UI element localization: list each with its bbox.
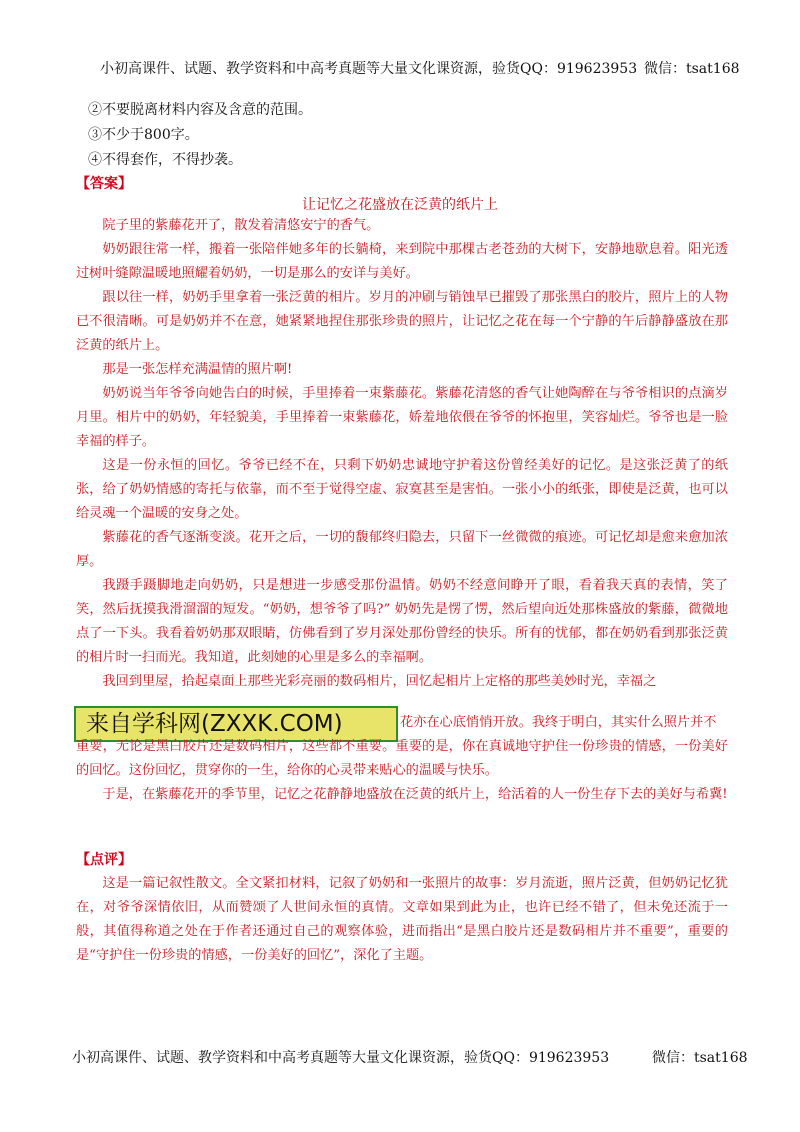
- essay-paragraph: 这是一份永恒的回忆。爷爷已经不在，只剩下奶奶忠诚地守护着这份曾经美好的记忆。是这张泛黄了的纸张，给了奶奶情感的寄托与依靠，而不至于觉得空虚、寂寞甚至是害怕。一张小小的纸张，即使是泛黄，也可以给灵魂一个温暖的安身之处。: [76, 458, 728, 521]
- essay-paragraph: 奶奶跟往常一样，搬着一张陪伴她多年的长躺椅，来到院中那棵古老苍劲的大树下，安静地歇息着。阳光透过树叶缝隙温暖地照耀着奶奶，一切是那么的安详与美好。: [76, 242, 728, 281]
- essay-line-after-watermark: 花亦在心底悄悄开放。我终于明白，其实什么照片并不: [400, 715, 717, 730]
- essay-body-top: [76, 214, 728, 694]
- essay-paragraph-last: 于是，在紫藤花开的季节里，记忆之花静静地盛放在泛黄的纸片上，给活着的人一份生存下去的美好与希冀!: [102, 787, 728, 802]
- essay-paragraph: 院子里的紫藤花开了，散发着清悠安宁的香气。: [102, 218, 380, 233]
- essay-paragraph: 跟以往一样，奶奶手里拿着一张泛黄的相片。岁月的冲刷与销蚀早已摧毁了那张黑白的胶片，照片上的人物已不很清晰。可是奶奶并不在意，她紧紧地捏住那张珍贵的照片，让记忆之花在每一个宁静的午后静静盛放在那泛黄的纸片上。: [76, 290, 728, 353]
- footer-wechat: 微信：tsat168: [652, 1050, 748, 1066]
- essay-paragraph: 我蹑手蹑脚地走向奶奶，只是想进一步感受那份温情。奶奶不经意间睁开了眼，看着我天真的表情，笑了笑，然后抚摸我滑溜溜的短发。“奶奶，想爷爷了吗?” 奶奶先是愣了愣，然后望向近处那株盛放的紫藤，微微地点了一下头。我看着奶奶那双眼睛，仿佛看到了岁月深处那份曾经的快乐。所有的忧郁，都在奶奶看到那张泛黄的相片时一扫而光。我知道，此刻她的心里是多么的幸福啊。: [76, 578, 728, 665]
- essay-paragraph-continued: 重要，无论是黑白胶片还是数码相片，这些都不重要。重要的是，你在真诚地守护住一份珍贵的情感，一份美好的回忆。这份回忆，贯穿你的一生，给你的心灵带来贴心的温暖与快乐。: [76, 739, 728, 778]
- header-text: 小初高课件、试题、教学资料和中高考真题等大量文化课资源，验货QQ：919623953: [100, 61, 638, 77]
- comment-paragraph: 这是一篇记叙性散文。全文紧扣材料，记叙了奶奶和一张照片的故事：岁月流逝，照片泛黄，但奶奶记忆犹在，对爷爷深情依旧，从而赞颂了人世间永恒的真情。文章如果到此为止，也许已经不错了，但未免还流于一般，其值得称道之处在于作者还通过自己的观察体验，进而指出“是黑白胶片还是数码相片并不重要”，重要的是“守护住一份珍贵的情感，一份美好的回忆”，深化了主题。: [76, 876, 728, 963]
- essay-paragraph: 奶奶说当年爷爷向她告白的时候，手里捧着一束紫藤花。紫藤花清悠的香气让她陶醉在与爷爷相识的点滴岁月里。相片中的奶奶，年轻貌美，手里捧着一束紫藤花，娇羞地依偎在爷爷的怀抱里，笑容灿烂。爷爷也是一脸幸福的样子。: [76, 386, 728, 449]
- comment-body: [76, 872, 728, 968]
- comment-tag: 【点评】: [76, 852, 132, 868]
- essay-paragraph: 紫藤花的香气逐渐变淡。花开之后，一切的馥郁终归隐去，只留下一丝微微的痕迹。可记忆却是愈来愈加浓厚。: [76, 530, 728, 569]
- requirement-2: ②不要脱离材料内容及含意的范围。: [88, 102, 312, 118]
- watermark-banner: 来自学科网(ZXXK.COM): [74, 706, 398, 742]
- essay-body-bottom: [76, 735, 728, 807]
- requirement-4: ④不得套作，不得抄袭。: [88, 152, 242, 168]
- essay-paragraph: 我回到里屋，拾起桌面上那些光彩亮丽的数码相片，回忆起相片上定格的那些美妙时光，幸福之: [102, 674, 657, 689]
- header-wechat: 微信：tsat168: [644, 61, 740, 77]
- footer-text: 小初高课件、试题、教学资料和中高考真题等大量文化课资源，验货QQ：919623953: [72, 1050, 610, 1066]
- answer-tag: 【答案】: [76, 176, 132, 192]
- requirement-3: ③不少于800字。: [88, 127, 199, 143]
- essay-paragraph: 那是一张怎样充满温情的照片啊!: [102, 362, 293, 377]
- essay-title: 让记忆之花盛放在泛黄的纸片上: [302, 197, 498, 213]
